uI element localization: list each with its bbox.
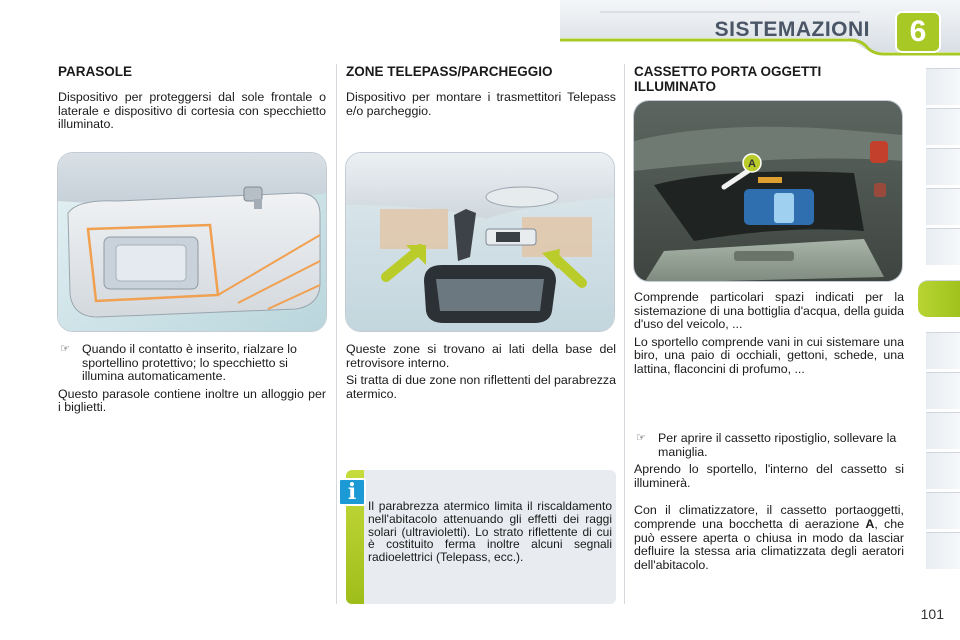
glovebox-paragraph-text: , che può essere aperta o chiusa in modo da lasciar defluire la stessa aria climatizzata degli aeratori dell'abitacolo. xyxy=(634,516,904,572)
chapter-tab-active[interactable] xyxy=(918,280,960,318)
instruction-bullet xyxy=(58,343,326,384)
pointing-hand-icon: ☞ xyxy=(636,432,646,444)
chapter-tab[interactable] xyxy=(926,188,960,226)
parasole-note: Questo parasole contiene inoltre un alloggio per i biglietti. xyxy=(58,386,326,415)
chapter-tab[interactable] xyxy=(926,332,960,370)
page-number: 101 xyxy=(920,606,944,622)
glovebox-paragraph: Aprendo lo sportello, l'interno del cassetto si illuminerà. xyxy=(634,462,904,490)
info-icon: i xyxy=(338,478,366,506)
section-telepass-notes xyxy=(346,343,616,401)
section-title: PARASOLE xyxy=(58,64,133,79)
section-telepass xyxy=(346,58,616,118)
chapter-tab[interactable] xyxy=(926,108,960,146)
bullet-text: Per aprire il cassetto ripostiglio, sollevare la maniglia. xyxy=(658,431,897,459)
sun-visor-illustration xyxy=(57,152,327,332)
chapter-tab[interactable] xyxy=(926,532,960,570)
section-title: ZONE TELEPASS/PARCHEGGIO xyxy=(346,64,553,79)
section-title: CASSETTO PORTA OGGETTI ILLUMINATO xyxy=(634,64,822,94)
glovebox-paragraph: Lo sportello comprende vani in cui sistemare una biro, una paio di occhiali, gettoni, schede, una lattina, flaconcini di profumo, ... xyxy=(634,334,904,376)
chapter-tab[interactable] xyxy=(926,68,960,106)
page-title: SISTEMAZIONI xyxy=(714,18,870,41)
chapter-tab[interactable] xyxy=(926,412,960,450)
chapter-tab[interactable] xyxy=(926,492,960,530)
glovebox-paragraph: Comprende particolari spazi indicati per la sistemazione di una bottiglia d'acqua, della guida d'uso del veicolo, ... xyxy=(634,290,904,332)
section-glovebox-text xyxy=(634,291,904,377)
section-glovebox xyxy=(634,58,904,94)
glovebox-paragraph xyxy=(634,504,904,572)
pointing-hand-icon: ☞ xyxy=(60,343,70,355)
section-parasole-notes xyxy=(58,343,326,415)
glovebox-illustration xyxy=(633,100,903,282)
chapter-tab[interactable] xyxy=(926,372,960,410)
telepass-caption: Si tratta di due zone non riflettenti del parabrezza atermico. xyxy=(346,373,617,401)
chapter-tab-strip xyxy=(926,68,960,578)
section-parasole xyxy=(58,58,326,132)
callout-label-a: A xyxy=(748,158,756,170)
section-glovebox-instructions xyxy=(634,432,904,572)
chapter-tab[interactable] xyxy=(926,148,960,186)
vent-label-a: A xyxy=(865,516,875,531)
chapter-number-badge: 6 xyxy=(909,15,927,48)
column-divider xyxy=(336,64,337,604)
section-intro: Dispositivo per proteggersi dal sole frontale o laterale e dispositivo di cortesia con specchietto illuminato. xyxy=(58,90,326,132)
chapter-tab[interactable] xyxy=(926,452,960,490)
instruction-bullet xyxy=(634,432,904,459)
column-divider xyxy=(624,64,625,604)
bullet-text: Quando il contatto è inserito, rialzare lo sportellino protettivo; lo specchietto si illumina automaticamente. xyxy=(82,342,297,384)
chapter-tab[interactable] xyxy=(926,228,960,266)
glovebox-paragraph-text: Con il climatizzatore, il cassetto portaoggetti, comprende una bocchetta di aerazione xyxy=(634,503,904,531)
telepass-caption: Queste zone si trovano ai lati della base del retrovisore interno. xyxy=(346,342,616,370)
section-intro: Dispositivo per montare i trasmettitori Telepass e/o parcheggio. xyxy=(346,90,616,118)
rearview-mirror-illustration xyxy=(345,152,615,332)
info-text: Il parabrezza atermico limita il riscaldamento nell'abitacolo attenuando gli effetti dei raggi solari (ultravioletti). Lo strato riflettente di cui è costituito ferma inoltre alcuni segnali radioelettrici (Telepass, ecc.). xyxy=(368,499,612,565)
